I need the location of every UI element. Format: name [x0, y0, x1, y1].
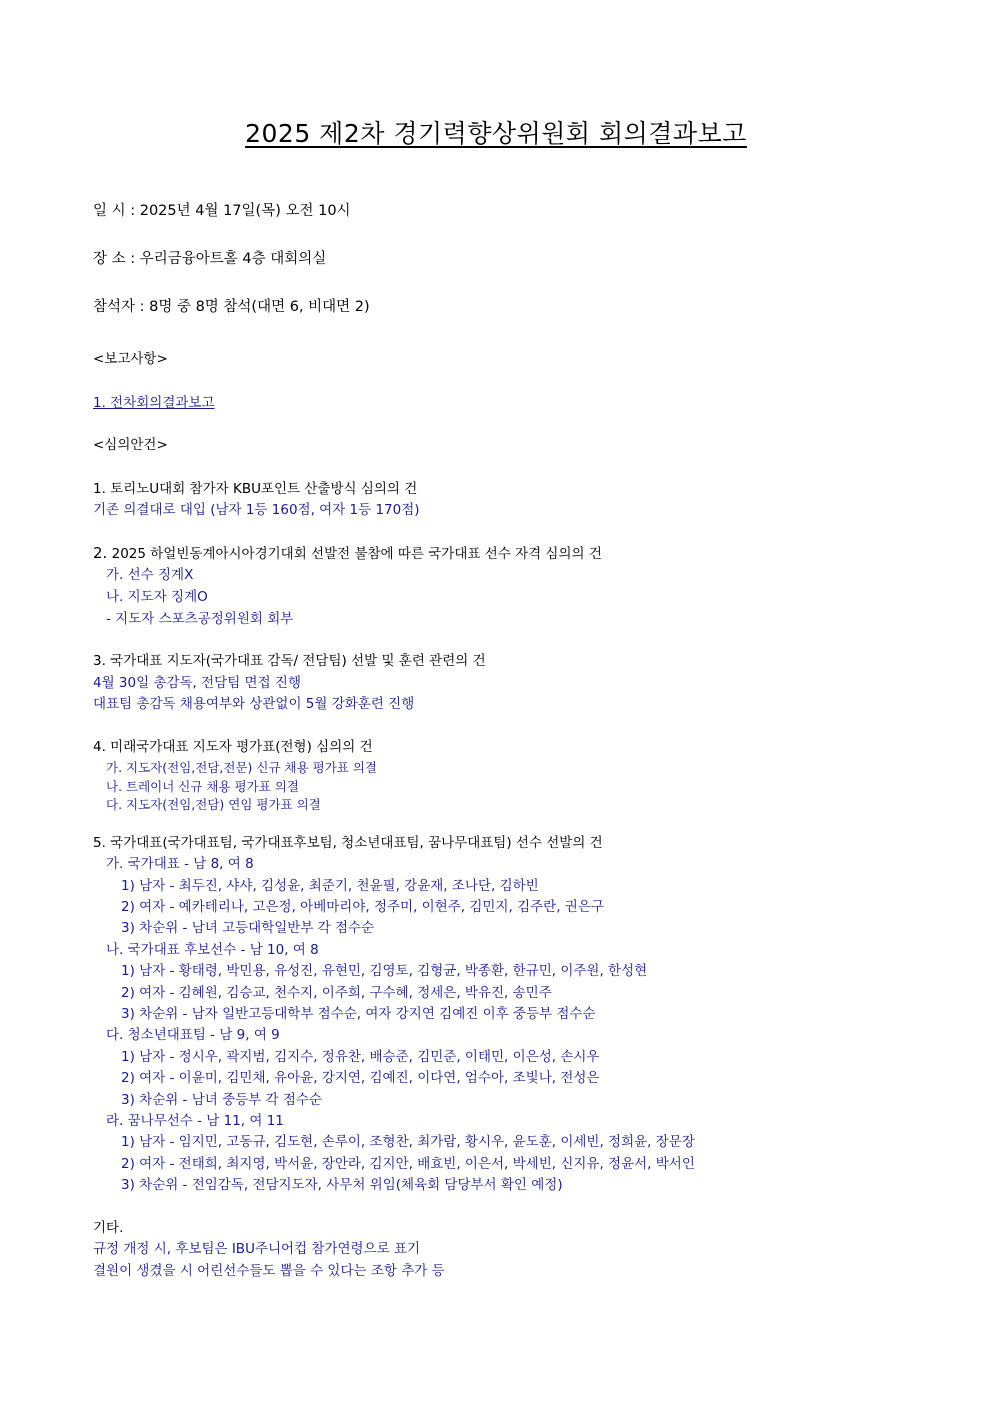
agenda-3-title: 3. 국가대표 지도자(국가대표 감독/ 전담팀) 선발 및 훈련 관련의 건	[93, 653, 486, 669]
agenda-2-item-dash: - 지도자 스포츠공정위원회 회부	[106, 611, 294, 627]
agenda-5-national-women: 2) 여자 - 예카테리나, 고은정, 아베마리야, 정주미, 이현주, 김민지, 김주란, 권은구	[121, 899, 604, 915]
agenda-5-dream-next: 3) 차순위 - 전임감독, 전담지도자, 사무처 위임(체육회 담당부서 확인 예정)	[121, 1177, 563, 1193]
agenda-5-youth-team: 다. 청소년대표팀 - 남 9, 여 9	[106, 1027, 280, 1043]
agenda-5-dream-women: 2) 여자 - 전태희, 최지영, 박서윤, 장안라, 김지안, 배효빈, 이은서, 박세빈, 신지유, 정윤서, 박서인	[121, 1156, 695, 1172]
report-section-header: <보고사항>	[93, 351, 168, 367]
agenda-5-candidate-women: 2) 여자 - 김혜원, 김승교, 천수지, 이주희, 구수혜, 정세은, 박유진, 송민주	[121, 985, 552, 1001]
agenda-2-item-na: 나. 지도자 징계O	[106, 589, 208, 605]
previous-meeting-report-link[interactable]: 1. 전차회의결과보고	[93, 395, 215, 411]
agenda-5-youth-women: 2) 여자 - 이윤미, 김민채, 유아윤, 강지연, 김예진, 이다연, 엄수아, 조빛나, 전성은	[121, 1070, 600, 1086]
agenda-1-title: 1. 토리노U대회 참가자 KBU포인트 산출방식 심의의 건	[93, 481, 418, 497]
agenda-5-youth-men: 1) 남자 - 정시우, 곽지범, 김지수, 정유찬, 배승준, 김민준, 이태민, 이은성, 손시우	[121, 1049, 600, 1065]
agenda-3-result-1: 4월 30일 총감독, 전담팀 면접 진행	[93, 675, 302, 691]
agenda-3-result-2: 대표팀 총감독 채용여부와 상관없이 5월 강화훈련 진행	[93, 696, 415, 712]
meeting-attendees: 참석자 : 8명 중 8명 참석(대면 6, 비대면 2)	[93, 299, 370, 315]
agenda-5-national-team: 가. 국가대표 - 남 8, 여 8	[106, 856, 254, 872]
agenda-1-result: 기존 의결대로 대입 (남자 1등 160점, 여자 1등 170점)	[93, 502, 420, 518]
agenda-5-candidate-next: 3) 차순위 - 남자 일반고등대학부 점수순, 여자 강지연 김예진 이후 중등부 점수순	[121, 1006, 596, 1022]
meeting-date: 일 시 : 2025년 4월 17일(목) 오전 10시	[93, 203, 351, 219]
agenda-5-dream-team: 라. 꿈나무선수 - 남 11, 여 11	[106, 1113, 284, 1129]
agenda-4-title: 4. 미래국가대표 지도자 평가표(전형) 심의의 건	[93, 739, 373, 755]
agenda-5-dream-men: 1) 남자 - 임지민, 고동규, 김도현, 손루이, 조형찬, 최가람, 황시우, 윤도훈, 이세빈, 정희윤, 장문장	[121, 1134, 695, 1150]
etc-line-1: 규정 개정 시, 후보팀은 IBU주니어컵 참가연령으로 표기	[93, 1241, 421, 1257]
agenda-2-title	[93, 544, 602, 563]
agenda-4-item-da: 다. 지도자(전임,전담) 연임 평가표 의결	[106, 797, 321, 812]
agenda-section-header: <심의안건>	[93, 437, 168, 453]
agenda-2-number: 2.	[93, 544, 108, 562]
agenda-2-item-ga: 가. 선수 징계X	[106, 567, 194, 583]
agenda-5-candidate-team: 나. 국가대표 후보선수 - 남 10, 여 8	[106, 942, 319, 958]
agenda-5-title: 5. 국가대표(국가대표팀, 국가대표후보팀, 청소년대표팀, 꿈나무대표팀) 선수 선발의 건	[93, 835, 603, 851]
etc-line-2: 결원이 생겼을 시 어린선수들도 뽑을 수 있다는 조항 추가 등	[93, 1263, 445, 1279]
agenda-5-youth-next: 3) 차순위 - 남녀 중등부 각 점수순	[121, 1092, 322, 1108]
agenda-5-national-next: 3) 차순위 - 남녀 고등대학일반부 각 점수순	[121, 920, 375, 936]
agenda-4-item-na: 나. 트레이너 신규 채용 평가표 의결	[106, 779, 299, 794]
meeting-place: 장 소 : 우리금융아트홀 4층 대회의실	[93, 251, 327, 267]
agenda-5-national-men: 1) 남자 - 최두진, 샤샤, 김성윤, 최준기, 천윤필, 강윤재, 조나단, 김하빈	[121, 878, 539, 894]
agenda-5-candidate-men: 1) 남자 - 황태령, 박민용, 유성진, 유현민, 김영토, 김형균, 박종환, 한규민, 이주원, 한성현	[121, 963, 648, 979]
agenda-4-item-ga: 가. 지도자(전임,전담,전문) 신규 채용 평가표 의결	[106, 760, 377, 775]
agenda-2-text: 2025 하얼빈동계아시아경기대회 선발전 불참에 따른 국가대표 선수 자격 심의의 건	[107, 546, 602, 562]
etc-header: 기타.	[93, 1220, 124, 1236]
document-title: 2025 제2차 경기력향상위원회 회의결과보고	[245, 119, 747, 148]
